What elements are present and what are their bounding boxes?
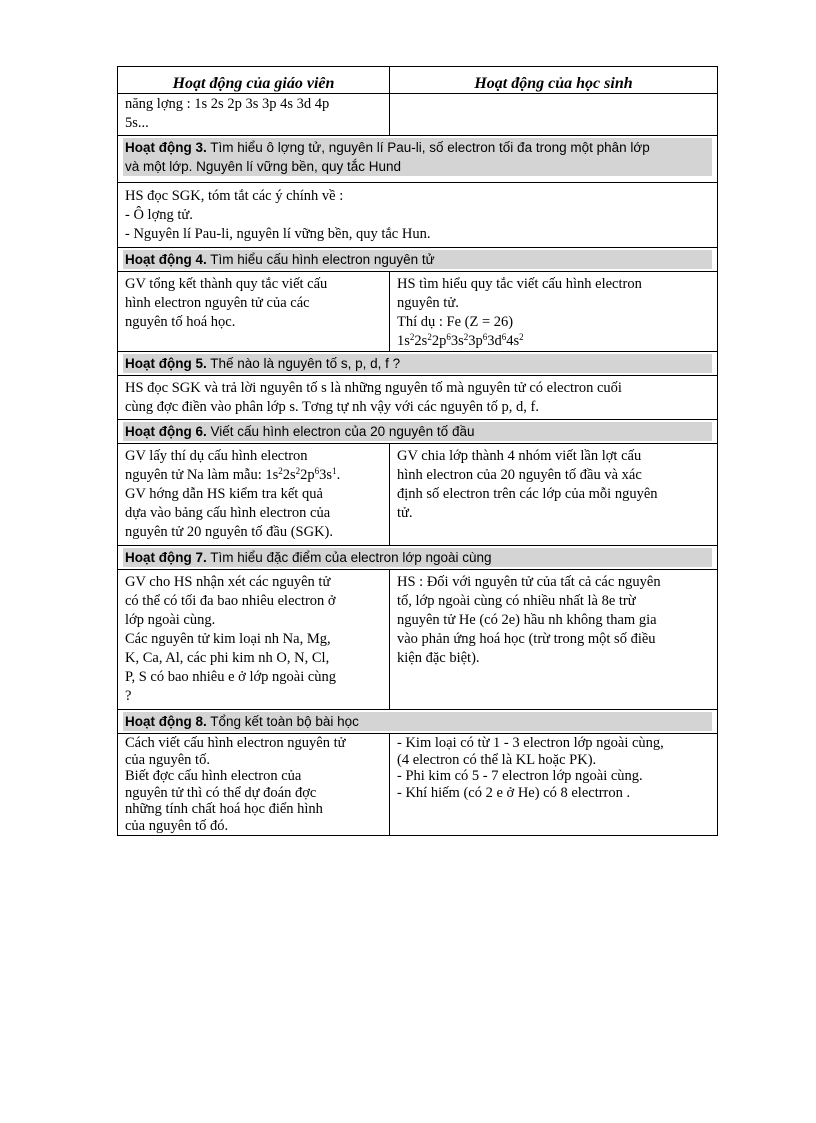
text-line: ?	[125, 688, 132, 704]
text-line: của nguyên tố đó.	[125, 817, 229, 834]
activity8-heading	[118, 710, 718, 734]
activity4-body-row	[118, 272, 718, 352]
activity5-body-row	[118, 376, 718, 420]
activity-label: Hoạt động 8.	[125, 714, 207, 729]
text-line: năng lợng : 1s 2s 2p 3s 3p 4s 3d 4p	[125, 96, 330, 112]
text-line: hình electron của 20 nguyên tố đầu và xác	[397, 467, 642, 483]
activity-label: Hoạt động 6.	[125, 424, 207, 439]
activity4-heading	[118, 248, 718, 272]
activity-title-line2: và một lớp. Nguyên lí vững bền, quy tắc Hund	[123, 157, 712, 176]
text-line: GV lấy thí dụ cấu hình electron	[125, 448, 308, 464]
activity5-heading	[118, 352, 718, 376]
text-line: GV cho HS nhận xét các nguyên tử	[125, 574, 331, 590]
activity7-heading-row	[118, 546, 718, 570]
text-line: Biết đợc cấu hình electron của	[125, 768, 302, 784]
activity7-body-row	[118, 570, 718, 710]
text-line: của nguyên tố.	[125, 751, 210, 768]
text-line: nguyên tử.	[397, 295, 459, 311]
text-line: GV tổng kết thành quy tắc viết cấu	[125, 276, 328, 292]
activity-label: Hoạt động 4.	[125, 252, 207, 267]
text-line: HS đọc SGK và trả lời nguyên tố s là những nguyên tố mà nguyên tử có electron cuối	[125, 380, 622, 396]
text-line: nguyên tử thì có thể dự đoán đợc	[125, 784, 317, 801]
text-line: (4 electron có thể là KL hoặc PK).	[397, 751, 597, 768]
activity8-heading-row	[118, 710, 718, 734]
activity-title: Tìm hiểu đặc điểm của electron lớp ngoài cùng	[210, 550, 492, 565]
text-line: nguyên tử He (có 2e) hầu nh không tham gia	[397, 612, 657, 628]
text-line: nguyên tử 20 nguyên tố đầu (SGK).	[125, 524, 334, 540]
text-line: P, S có bao nhiêu e ở lớp ngoài cùng	[125, 669, 337, 685]
text-line: lớp ngoài cùng.	[125, 612, 216, 628]
energy-cell	[118, 94, 390, 136]
activity6-heading	[118, 420, 718, 444]
text-line: Thí dụ : Fe (Z = 26)	[397, 314, 514, 330]
activity6-teacher-cell	[118, 444, 390, 546]
text-line: GV chia lớp thành 4 nhóm viết lần lợt cấu	[397, 448, 642, 464]
text-line: - Ô lợng tử.	[125, 207, 193, 223]
text-line: kiện đặc biệt).	[397, 650, 480, 666]
text-line: vào phản ứng hoá học (trừ trong một số điều	[397, 631, 656, 647]
energy-row	[118, 94, 718, 136]
activity6-heading-row	[118, 420, 718, 444]
activity4-heading-row	[118, 248, 718, 272]
activity-title: Tìm hiểu cấu hình electron nguyên tử	[210, 252, 435, 267]
activity-label: Hoạt động 5.	[125, 356, 207, 371]
text-line: GV hớng dẫn HS kiểm tra kết quả	[125, 486, 323, 502]
text-line: - Khí hiếm (có 2 e ở He) có 8 electrron .	[397, 784, 631, 801]
activity-title: Tìm hiểu ô lợng tử, nguyên lí Pau-li, số electron tối đa trong một phân lớp	[210, 140, 650, 155]
activity-title: Tổng kết toàn bộ bài học	[210, 714, 359, 729]
text-line: HS tìm hiểu quy tắc viết cấu hình electron	[397, 276, 642, 292]
text-line: tử.	[397, 505, 413, 521]
activity5-heading-row	[118, 352, 718, 376]
activity7-teacher-cell	[118, 570, 390, 710]
text-line: K, Ca, Al, các phi kim nh O, N, Cl,	[125, 650, 330, 666]
activity5-body	[118, 376, 718, 420]
text-line: - Nguyên lí Pau-li, nguyên lí vững bền, quy tắc Hun.	[125, 226, 431, 242]
activity-label: Hoạt động 7.	[125, 550, 207, 565]
activity-label: Hoạt động 3.	[125, 140, 207, 155]
activity3-body	[118, 183, 718, 248]
text-line: 5s...	[125, 115, 149, 131]
text-line: hình electron nguyên tử của các	[125, 295, 310, 311]
empty-cell	[390, 94, 718, 136]
activity3-heading-row	[118, 136, 718, 183]
activity8-teacher-cell	[118, 734, 390, 836]
text-line: - Kim loại có từ 1 - 3 electron lớp ngoài cùng,	[397, 735, 664, 751]
student-column-header: Hoạt động của học sinh	[390, 67, 718, 94]
text-line: Các nguyên tử kim loại nh Na, Mg,	[125, 631, 331, 647]
activity4-teacher-cell	[118, 272, 390, 352]
text-line: HS : Đối với nguyên tử của tất cả các nguyên	[397, 574, 661, 590]
activity6-body-row	[118, 444, 718, 546]
header-row	[118, 67, 718, 94]
text-line: - Phi kim có 5 - 7 electron lớp ngoài cùng.	[397, 768, 643, 784]
activity8-body-row	[118, 734, 718, 836]
activity-title: Thế nào là nguyên tố s, p, d, f ?	[210, 356, 401, 371]
text-line: định số electron trên các lớp của mỗi nguyên	[397, 486, 658, 502]
activity7-heading	[118, 546, 718, 570]
text-line: những tính chất hoá học điển hình	[125, 801, 323, 817]
teacher-column-header: Hoạt động của giáo viên	[118, 67, 390, 94]
activity4-student-cell	[390, 272, 718, 352]
text-line: cùng đợc điền vào phân lớp s. Tơng tự nh vậy với các nguyên tố p, d, f.	[125, 399, 539, 415]
text-line: tố, lớp ngoài cùng có nhiều nhất là 8e trừ	[397, 593, 636, 609]
activity8-student-cell	[390, 734, 718, 836]
activity3-heading	[118, 136, 718, 183]
fe-electron-config: $1s^22s^22p^63s^23p^63d^64s^2$	[397, 332, 524, 349]
activity7-student-cell	[390, 570, 718, 710]
text-line: có thể có tối đa bao nhiêu electron ở	[125, 593, 336, 609]
text-line: nguyên tố hoá học.	[125, 314, 236, 330]
na-config-line: nguyên tử Na làm mẫu: $1s^22s^22p^63s^1$.	[125, 466, 341, 483]
text-line: HS đọc SGK, tóm tắt các ý chính về :	[125, 188, 344, 204]
text-line: dựa vào bảng cấu hình electron của	[125, 505, 331, 521]
activity-title: Viết cấu hình electron của 20 nguyên tố đầu	[210, 424, 475, 439]
text-line: Cách viết cấu hình electron nguyên tử	[125, 735, 346, 751]
activity6-student-cell	[390, 444, 718, 546]
activity3-body-row	[118, 183, 718, 248]
lesson-table	[117, 66, 718, 836]
